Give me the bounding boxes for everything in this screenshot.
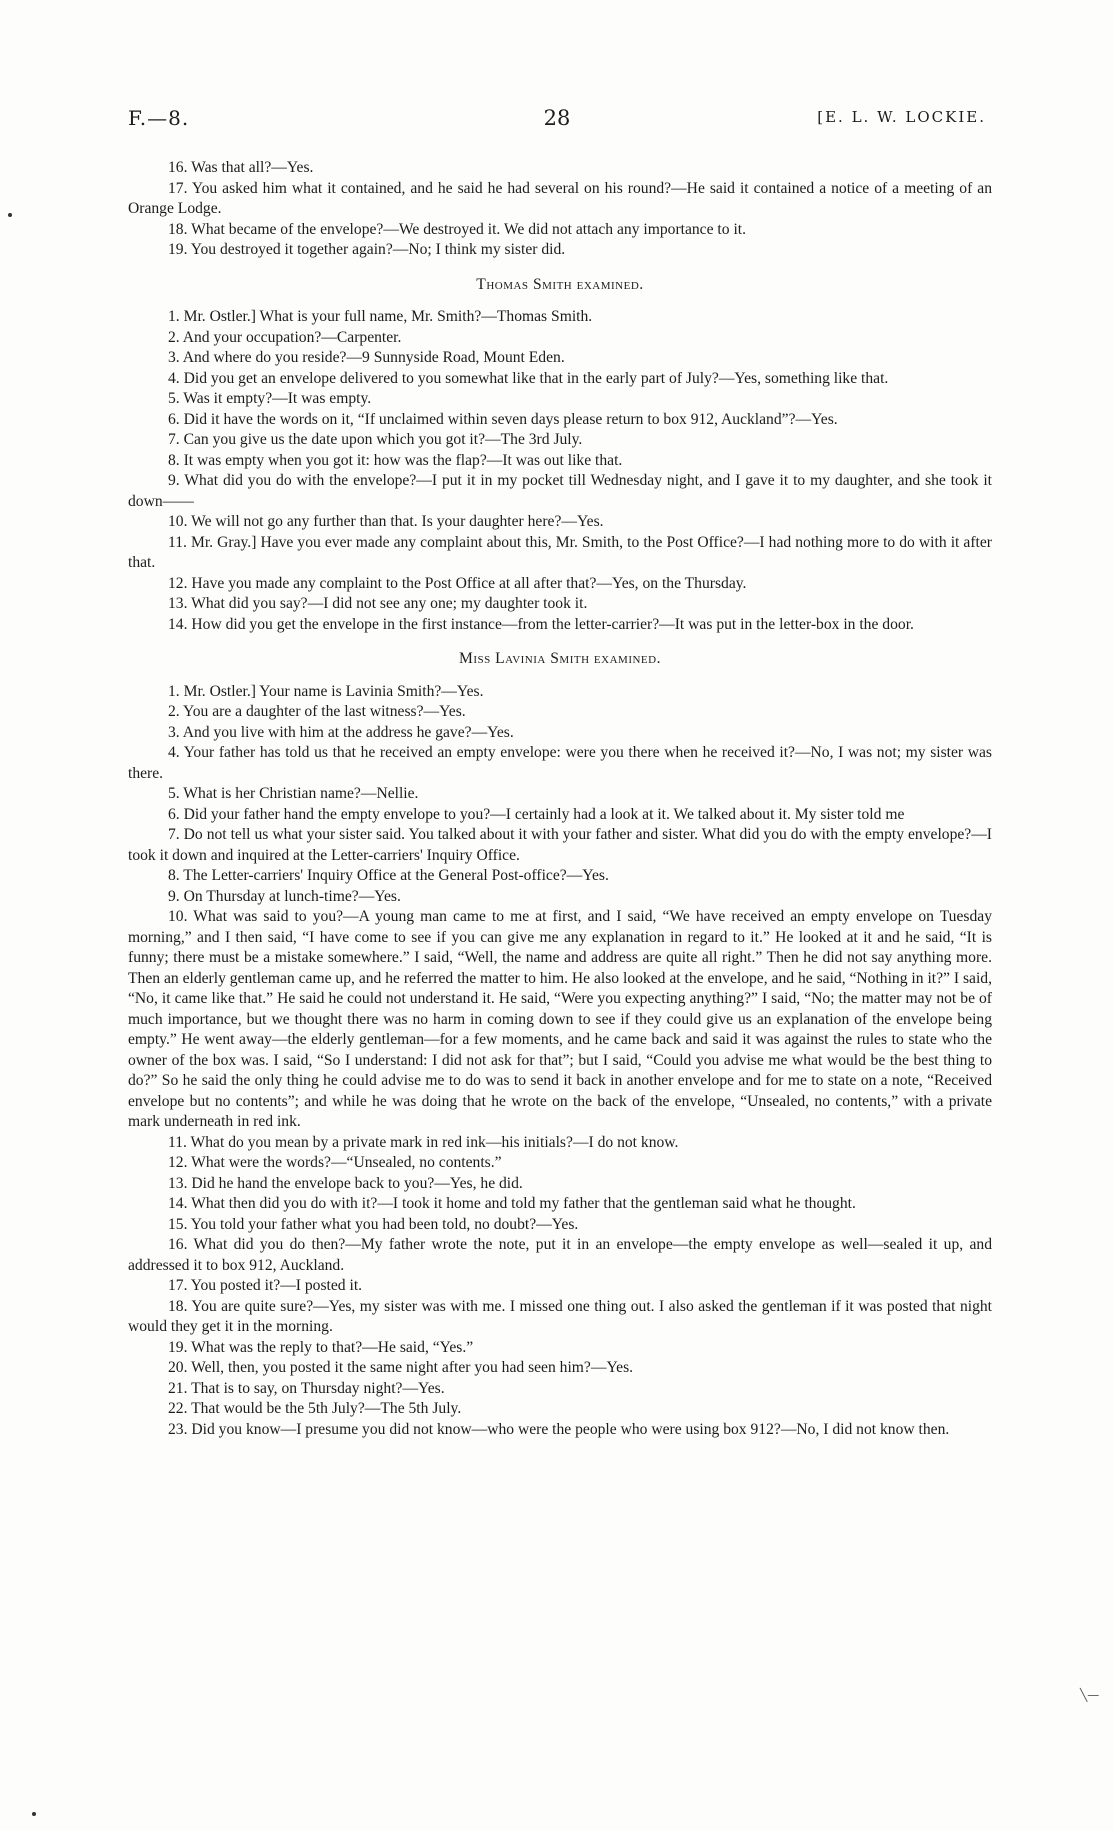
- question-answer-paragraph: 4. Your father has told us that he received an empty envelope: were you there when he received it?—No, I was not; my sister was there.: [128, 744, 992, 782]
- question-answer-paragraph: 23. Did you know—I presume you did not know—who were the people who were using box 912?—No, I did not know then.: [168, 1420, 950, 1438]
- question-answer-paragraph: 1. Mr. Ostler.] What is your full name, Mr. Smith?—Thomas Smith.: [168, 308, 593, 325]
- question-answer-paragraph: 17. You asked him what it contained, and he said he had several on his round?—He said it contained a notice of a meeting of an Orange Lodge.: [128, 179, 992, 217]
- question-answer-paragraph: 11. What do you mean by a private mark in red ink—his initials?—I do not know.: [168, 1133, 679, 1151]
- question-answer-paragraph: 1. Mr. Ostler.] Your name is Lavinia Smith?—Yes.: [168, 682, 484, 700]
- question-answer-paragraph: 4. Did you get an envelope delivered to you somewhat like that in the early part of July?—Yes, something like that.: [168, 369, 889, 387]
- page-number: 28: [543, 106, 571, 130]
- question-answer-paragraph: 9. On Thursday at lunch-time?—Yes.: [168, 887, 401, 905]
- lavinia-smith-section: [128, 682, 992, 1441]
- question-answer-paragraph: 18. What became of the envelope?—We destroyed it. We did not attach any importance to it.: [168, 220, 747, 238]
- report-reference: F.—8.: [128, 106, 190, 130]
- question-answer-paragraph: 3. And you live with him at the address he gave?—Yes.: [168, 723, 514, 741]
- scan-speck: [32, 1812, 36, 1816]
- question-answer-paragraph: 16. What did you do then?—My father wrote the note, put it in an envelope—the empty envelope as well—sealed it up, and addressed it to box 912, Auckland.: [128, 1236, 992, 1274]
- question-answer-paragraph: 10. What was said to you?—A young man came to me at first, and I said, “We have received an empty envelope on Tuesday morning,” and I then said, “I have come to see if you can give me any explanation in regard to it.” He looked at it and he said, “It is funny; there must be a mistake somewhere.” I said, “Well, the name and address are quite all right.” Then he did not say anything more. Then an elderly gentleman came up, and he referred the matter to him. He also looked at the envelope, and he said, “Nothing in it?” I said, “No, it came like that.” He said he could not understand it. He said, “Were you expecting anything?” I said, “No; the matter may not be of much importance, but we thought there was no harm in coming down to see if they could give us an explanation of the envelope being empty.” He went away—the elderly gentleman—for a few moments, and he came back and said it was against the rules to state who the owner of the box was. I said, “So I understand: I did not ask for that”; but I said, “Could you advise me what would be the best thing to do?” So he said the only thing he could advise me to do was to send it back in another envelope and for me to state on a note, “Received envelope but no contents”; and while he was doing that he wrote on the back of the envelope, “Unsealed, no contents,” with a private mark underneath in red ink.: [128, 908, 992, 1130]
- question-answer-paragraph: 19. You destroyed it together again?—No; I think my sister did.: [168, 241, 566, 258]
- question-answer-paragraph: 7. Do not tell us what your sister said. You talked about it with your father and sister. What did you do with the empty envelope?—I took it down and inquired at the Letter-carriers' Inquiry Office.: [128, 826, 992, 864]
- question-answer-paragraph: 21. That is to say, on Thursday night?—Yes.: [168, 1379, 445, 1397]
- question-answer-paragraph: 13. Did he hand the envelope back to you?—Yes, he did.: [168, 1174, 523, 1192]
- scan-mark: ╲—: [1080, 1688, 1100, 1702]
- question-answer-paragraph: 2. And your occupation?—Carpenter.: [168, 328, 402, 346]
- question-answer-paragraph: 15. You told your father what you had been told, no doubt?—Yes.: [168, 1215, 579, 1233]
- testimony-body: [128, 158, 992, 1440]
- question-answer-paragraph: 8. The Letter-carriers' Inquiry Office at the General Post-office?—Yes.: [168, 867, 609, 884]
- question-answer-paragraph: 6. Did your father hand the empty envelope to you?—I certainly had a look at it. We talked about it. My sister told me: [168, 805, 905, 823]
- question-answer-paragraph: 14. How did you get the envelope in the first instance—from the letter-carrier?—It was put in the letter-box in the door.: [168, 615, 914, 633]
- question-answer-paragraph: 12. Have you made any complaint to the Post Office at all after that?—Yes, on the Thursday.: [168, 574, 747, 592]
- question-answer-paragraph: 14. What then did you do with it?—I took it home and told my father that the gentleman said what he thought.: [168, 1195, 856, 1212]
- question-answer-paragraph: 11. Mr. Gray.] Have you ever made any complaint about this, Mr. Smith, to the Post Office?—I had nothing more to do with it after that.: [128, 533, 992, 571]
- section-heading-lavinia-smith: Miss Lavinia Smith examined.: [458, 650, 661, 667]
- question-answer-paragraph: 8. It was empty when you got it: how was the flap?—It was out like that.: [168, 451, 623, 469]
- scan-speck: [8, 213, 12, 217]
- question-answer-paragraph: 3. And where do you reside?—9 Sunnyside Road, Mount Eden.: [168, 349, 565, 366]
- section-heading-thomas-smith: Thomas Smith examined.: [476, 275, 644, 293]
- question-answer-paragraph: 5. What is her Christian name?—Nellie.: [168, 785, 419, 802]
- question-answer-paragraph: 18. You are quite sure?—Yes, my sister was with me. I missed one thing out. I also asked the gentleman if it was posted that night would they get it in the morning.: [128, 1297, 992, 1335]
- previous-witness-section: [128, 158, 992, 261]
- question-answer-paragraph: 20. Well, then, you posted it the same night after you had seen him?—Yes.: [168, 1359, 634, 1376]
- question-answer-paragraph: 16. Was that all?—Yes.: [168, 159, 314, 176]
- page-header: [128, 106, 986, 136]
- question-answer-paragraph: 2. You are a daughter of the last witness?—Yes.: [168, 703, 466, 720]
- thomas-smith-section: [128, 307, 992, 635]
- question-answer-paragraph: 7. Can you give us the date upon which you got it?—The 3rd July.: [168, 431, 583, 448]
- question-answer-paragraph: 12. What were the words?—“Unsealed, no contents.”: [168, 1154, 502, 1171]
- question-answer-paragraph: 6. Did it have the words on it, “If unclaimed within seven days please return to box 912, Auckland”?—Yes.: [168, 410, 838, 428]
- question-answer-paragraph: 22. That would be the 5th July?—The 5th July.: [168, 1400, 462, 1417]
- question-answer-paragraph: 17. You posted it?—I posted it.: [168, 1277, 363, 1294]
- witness-name-header: [E. L. W. LOCKIE.: [817, 108, 986, 126]
- question-answer-paragraph: 10. We will not go any further than that. Is your daughter here?—Yes.: [168, 513, 604, 530]
- question-answer-paragraph: 19. What was the reply to that?—He said, “Yes.”: [168, 1338, 474, 1356]
- question-answer-paragraph: 13. What did you say?—I did not see any one; my daughter took it.: [168, 595, 588, 612]
- question-answer-paragraph: 5. Was it empty?—It was empty.: [168, 390, 372, 407]
- question-answer-paragraph: 9. What did you do with the envelope?—I put it in my pocket till Wednesday night, and I gave it to my daughter, and she took it down——: [128, 472, 992, 510]
